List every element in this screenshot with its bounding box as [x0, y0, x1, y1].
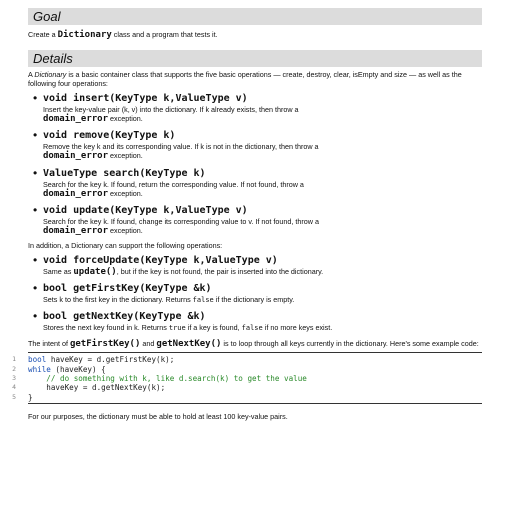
operation-signature: ValueType search(KeyType k) — [43, 167, 206, 179]
desc-code: false — [192, 296, 214, 305]
operation-signature: void insert(KeyType k,ValueType v) — [43, 92, 248, 104]
operation-signature: void update(KeyType k,ValueType v) — [43, 205, 248, 216]
desc-prefix: Stores the next key found in k. Returns — [43, 323, 169, 333]
addition-text: In addition, a Dictionary can support the following operations: — [28, 241, 223, 251]
details-intro — [28, 70, 482, 89]
operation-item — [33, 90, 482, 124]
desc-suffix: if the dictionary is empty. — [213, 295, 295, 305]
line-number: 2 — [12, 364, 16, 373]
description-text: Search for the key k. If found, change its corresponding value to v. If not found, throw a — [43, 217, 319, 226]
operation-description — [43, 105, 482, 124]
desc-prefix: Same as — [43, 267, 74, 276]
operation-item — [33, 253, 482, 277]
operation-item — [33, 165, 482, 199]
exception-suffix: exception. — [108, 188, 143, 198]
line-number: 5 — [12, 392, 16, 401]
extra-operations-list — [28, 254, 482, 334]
operation-signature: bool getFirstKey(KeyType &k) — [43, 283, 212, 295]
description-text: Insert the key-value pair (k, v) into the dictionary. If k already exists, then throw a — [43, 104, 299, 114]
desc-suffix: , but if the key is not found, the pair is inserted into the dictionary. — [116, 267, 324, 276]
code-line — [12, 355, 482, 365]
exception-name: domain_error — [43, 113, 109, 124]
line-number: 4 — [12, 383, 16, 392]
exception-name: domain_error — [43, 188, 109, 199]
bullet-icon: • — [33, 165, 38, 180]
code-keyword: bool — [28, 355, 47, 365]
desc-prefix: Sets k to the first key in the dictionary. Returns — [43, 295, 193, 305]
example-code-block — [12, 352, 482, 404]
bullet-icon: • — [33, 253, 38, 267]
desc-code: true — [168, 324, 186, 333]
code-line — [12, 383, 482, 393]
operation-item — [33, 281, 482, 305]
operation-signature: bool getNextKey(KeyType &k) — [43, 311, 206, 323]
line-number: 1 — [12, 355, 16, 364]
intent-suffix: is to loop through all keys currently in the dictionary. Here's some example code: — [221, 338, 479, 348]
intent-prefix: The intent of — [28, 338, 70, 348]
code-text: haveKey = d.getNextKey(k); — [28, 383, 166, 393]
operation-item — [33, 128, 482, 162]
operation-description — [43, 142, 482, 161]
description-text: Remove the key k and its corresponding value. If k is not in the dictionary, then throw a — [43, 142, 319, 152]
bullet-icon: • — [33, 309, 38, 324]
desc-code: false — [241, 324, 263, 333]
details-heading: Details — [28, 50, 482, 67]
exception-name: domain_error — [43, 151, 109, 162]
line-number: 3 — [12, 374, 16, 383]
desc-suffix: if no more keys exist. — [262, 323, 333, 333]
operations-list — [28, 92, 482, 237]
description-text: Search for the key k. If found, return the corresponding value. If not found, throw a — [43, 179, 304, 189]
operation-item — [33, 203, 482, 237]
desc-mid: if a key is found, — [185, 323, 242, 333]
bullet-icon: • — [33, 281, 38, 296]
assignment-document — [12, 8, 482, 422]
code-line — [12, 364, 482, 374]
intent-code: getNextKey() — [156, 338, 222, 349]
goal-heading: Goal — [28, 8, 482, 25]
intent-code: getFirstKey() — [69, 338, 141, 349]
desc-code: update() — [73, 267, 117, 277]
operation-item — [33, 309, 482, 333]
class-name: Dictionary — [57, 30, 112, 40]
operation-description — [43, 295, 482, 305]
exception-suffix: exception. — [108, 226, 143, 236]
exception-suffix: exception. — [108, 113, 143, 123]
goal-text-suffix: class and a program that tests it. — [111, 30, 218, 39]
intro-italic: Dictionary — [34, 69, 67, 79]
exception-name: domain_error — [43, 226, 109, 237]
code-text: (haveKey) { — [50, 364, 106, 374]
operation-description — [43, 267, 482, 277]
intent-paragraph — [28, 339, 482, 350]
code-text: haveKey = d.getFirstKey(k); — [46, 355, 175, 365]
intro-prefix: A — [28, 69, 35, 79]
bullet-icon: • — [33, 90, 38, 105]
code-text: } — [28, 392, 33, 402]
bullet-icon: • — [33, 128, 38, 143]
bullet-icon: • — [33, 203, 38, 217]
exception-suffix: exception. — [108, 151, 143, 161]
operation-description — [43, 180, 482, 199]
closing-text: For our purposes, the dictionary must be able to hold at least 100 key-value pairs. — [28, 412, 288, 422]
intent-mid: and — [140, 338, 157, 348]
operation-description — [43, 217, 482, 236]
goal-text-prefix: Create a — [28, 30, 58, 39]
code-line — [12, 374, 482, 384]
goal-text — [28, 30, 482, 41]
operation-signature: void forceUpdate(KeyType k,ValueType v) — [43, 255, 278, 266]
operation-signature: void remove(KeyType k) — [43, 130, 176, 142]
code-comment: // do something with k, like d.search(k) to get the value — [28, 374, 307, 384]
code-keyword: while — [28, 364, 51, 374]
intro-suffix: is a basic container class that supports the five basic operations — create, destroy, clear, isEmpty and size — as well as the following four operations: — [28, 69, 462, 89]
code-line — [12, 392, 482, 402]
operation-description — [43, 323, 482, 333]
